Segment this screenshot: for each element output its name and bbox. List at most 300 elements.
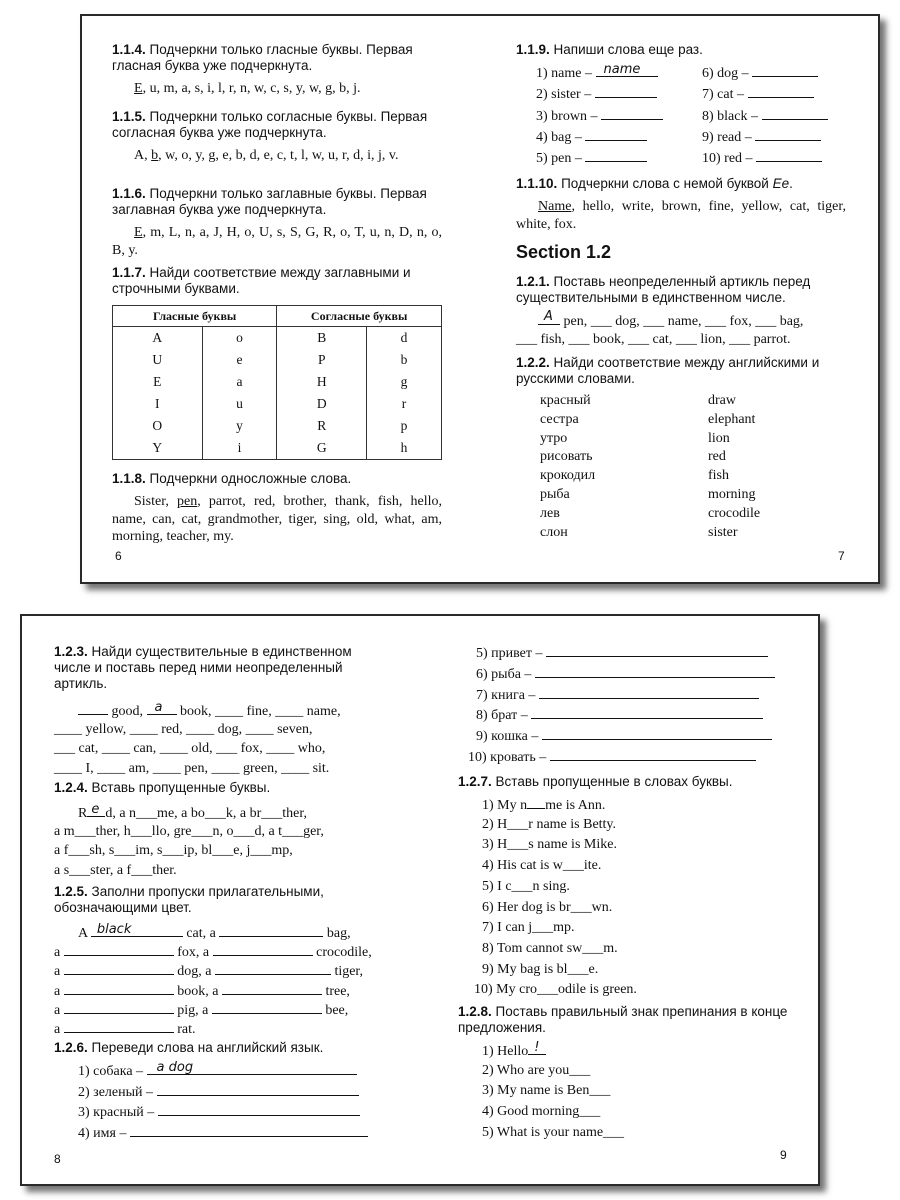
exercise-line <box>78 804 307 822</box>
text: My bag is bl___e. <box>497 961 599 977</box>
answer-line <box>539 686 759 699</box>
item-number: 2) <box>536 87 548 103</box>
list-item <box>482 1104 600 1120</box>
exercise-number: 1.1.5. <box>112 109 146 124</box>
answer-line <box>78 702 108 715</box>
list-item <box>536 128 647 146</box>
exercise-line <box>54 741 325 757</box>
text: a <box>54 1002 61 1018</box>
table-cell: o <box>202 327 277 350</box>
text: tree, <box>325 983 350 999</box>
item-number: 2) <box>78 1084 90 1100</box>
table-row <box>113 371 442 393</box>
item-word: sister – <box>551 87 592 103</box>
list-item <box>482 879 570 895</box>
table-cell: b <box>367 349 442 371</box>
list-item <box>474 982 637 998</box>
list-item <box>476 706 763 724</box>
item-number: 8) <box>702 108 714 124</box>
exercise-1-2-1: 1.2.1. Поставь неопределенный артикль перед существительными в единственном числе. A pen, ___ dog, ___ name, ___ fox, ___ bag, ___ fish, ___ book, ___ cat, ___ lion, ___ parrot. <box>516 274 846 357</box>
list-item <box>476 727 772 745</box>
exercise-instruction: Поставь неопределенный артикль перед существительными в единственном числе. <box>516 274 811 305</box>
answer-line <box>596 64 658 77</box>
text: tiger, <box>334 964 364 980</box>
russian-word: рыба <box>540 486 570 502</box>
text: H___r name is Betty. <box>497 816 617 832</box>
text: My n <box>497 798 528 813</box>
exercise-content <box>54 702 384 790</box>
text: a <box>54 945 61 961</box>
item-word: brown – <box>551 108 598 124</box>
list-item <box>476 686 759 704</box>
item-word: кошка – <box>491 729 539 745</box>
exercise-1-2-3 <box>54 644 384 790</box>
exercise-1-1-6 <box>112 186 442 268</box>
consonants-header: Согласные буквы <box>277 306 442 327</box>
item-word: имя – <box>93 1126 127 1142</box>
answer-line <box>147 1062 357 1075</box>
answer-line <box>601 107 663 120</box>
underlined-letter: b <box>151 148 159 163</box>
answer-line <box>213 943 313 956</box>
item-number: 4) <box>78 1126 90 1142</box>
exercise-line <box>54 824 324 840</box>
text: Good morning___ <box>497 1104 601 1120</box>
answer-line <box>157 1083 359 1096</box>
text: bag, <box>326 926 351 941</box>
exercise-number: 1.2.2. <box>516 355 550 370</box>
exercise-number: 1.1.4. <box>112 42 146 57</box>
exercise-number: 1.2.7. <box>458 774 492 789</box>
item-word: cat – <box>717 87 744 103</box>
underlined-letter: E <box>134 81 143 96</box>
page-number: 9 <box>780 1148 787 1162</box>
item-number: 7) <box>702 87 714 103</box>
page-spread-8-9 <box>20 614 820 1186</box>
table-cell: u <box>202 393 277 415</box>
item-word: dog – <box>717 66 749 81</box>
answer-line <box>595 85 657 98</box>
page-6 <box>112 16 442 582</box>
exercise-number: 1.2.6. <box>54 1040 88 1055</box>
missing-letters-list <box>458 796 788 1006</box>
underlined-letter: E <box>134 225 143 240</box>
table-cell: D <box>277 393 367 415</box>
exercise-number: 1.1.9. <box>516 42 550 57</box>
list-item <box>482 1042 546 1060</box>
exercise-number: 1.1.10. <box>516 176 558 191</box>
item-word: брат – <box>491 708 528 724</box>
text: My cro___odile is green. <box>496 982 637 998</box>
exercise-line <box>54 962 363 980</box>
table-cell: e <box>202 349 277 371</box>
text: a s___ster, a f___ther. <box>54 862 177 878</box>
answer-line <box>64 982 174 995</box>
list-item <box>702 149 822 167</box>
list-item <box>482 900 612 916</box>
item-word: read – <box>717 129 752 145</box>
answer-line <box>158 1103 360 1116</box>
list-item <box>482 1063 590 1079</box>
text: A <box>78 926 88 941</box>
punctuation-list <box>458 1042 788 1152</box>
exercise-instruction: Напиши слова еще раз. <box>553 42 703 57</box>
table-cell: A <box>113 327 203 350</box>
section-title: Section 1.2 <box>516 242 612 262</box>
exercise-line <box>78 924 351 942</box>
exercise-content: A pen, ___ dog, ___ name, ___ fox, ___ bag, <box>516 312 846 331</box>
table-row <box>113 437 442 460</box>
answer-line <box>542 727 772 740</box>
item-number: 3) <box>536 108 548 124</box>
table-row <box>113 327 442 350</box>
exercise-content: Sister, pen, parrot, red, brother, thank, fish, hello, name, can, cat, grandmother, tiger, sing, old, what, am, morning, teacher, my. <box>112 494 442 544</box>
exercise-instruction: Переведи слова на английский язык. <box>91 1040 324 1055</box>
table-cell: p <box>367 415 442 437</box>
table-row <box>113 393 442 415</box>
list-item <box>536 149 647 167</box>
english-word: draw <box>708 393 736 408</box>
text: fox, a <box>177 945 210 961</box>
page-number: 8 <box>54 1152 61 1166</box>
english-word: morning <box>708 486 756 502</box>
list-item <box>702 107 828 125</box>
page-spread-6-7 <box>80 14 880 584</box>
answer-line <box>535 665 775 678</box>
handwritten-answer: name <box>603 62 641 77</box>
english-word: lion <box>708 430 730 446</box>
page-number: 6 <box>115 549 122 563</box>
exercise-instruction: Найди соответствие между английскими и русскими словами. <box>516 355 820 386</box>
list-item <box>482 962 598 978</box>
item-number: 2) <box>482 1062 494 1078</box>
english-word: red <box>708 449 726 465</box>
exercise-instruction: Подчеркни только заглавные буквы. Первая заглавная буква уже подчеркнута. <box>112 186 427 217</box>
table-cell: g <box>367 371 442 393</box>
list-item <box>482 837 617 853</box>
text: a <box>54 964 61 980</box>
list-item <box>702 85 814 103</box>
exercise-instruction: Вставь пропущенные буквы. <box>91 780 271 795</box>
text: R <box>78 806 88 821</box>
exercise-instruction: Найди существительные в единственном числе и поставь перед ними неопределенный артикль. <box>54 644 352 691</box>
exercise-line <box>54 722 312 738</box>
item-number: 7) <box>482 920 494 936</box>
exercise-number: 1.2.1. <box>516 274 550 289</box>
list-item <box>78 1083 359 1101</box>
answer-line <box>64 943 174 956</box>
list-item <box>536 107 663 125</box>
handwritten-answer: a dog <box>156 1060 194 1075</box>
answer-line <box>64 1001 174 1014</box>
exercise-line <box>54 982 350 1000</box>
text: dog, a <box>177 964 212 980</box>
handwritten-answer: A <box>544 308 553 324</box>
answer-line <box>756 149 822 162</box>
exercise-content: E, u, m, a, s, i, l, r, n, w, c, s, y, w, g, b, j. <box>134 81 361 96</box>
russian-word: сестра <box>540 411 579 427</box>
item-number: 3) <box>78 1105 90 1121</box>
item-number: 6) <box>476 666 488 682</box>
item-number: 9) <box>482 961 494 977</box>
exercise-line <box>54 843 293 859</box>
exercise-1-1-4 <box>112 42 442 107</box>
russian-word: утро <box>540 430 568 446</box>
list-item <box>482 1083 610 1099</box>
answer-line <box>222 982 322 995</box>
answer-line <box>527 796 545 809</box>
text: cat, a <box>186 926 216 941</box>
english-word: sister <box>708 524 738 540</box>
item-word: красный – <box>93 1105 155 1121</box>
item-number: 1) <box>78 1064 90 1079</box>
page-8 <box>54 616 384 1184</box>
list-item <box>482 1125 624 1141</box>
exercise-content: Name, hello, write, brown, fine, yellow, cat, tiger, white, fox. <box>516 199 846 232</box>
text: good, <box>111 704 143 719</box>
exercise-line <box>54 943 372 961</box>
list-item <box>536 85 657 103</box>
exercise-1-1-8 <box>112 471 442 555</box>
table-row <box>113 415 442 437</box>
answer-line <box>546 644 768 657</box>
table-cell: h <box>367 437 442 460</box>
answer-line <box>215 962 331 975</box>
exercise-number: 1.1.6. <box>112 186 146 201</box>
text: a f___sh, s___im, s___ip, bl___e, j___mp, <box>54 843 293 858</box>
table-row <box>113 349 442 371</box>
exercise-line <box>54 1001 348 1019</box>
list-item <box>482 817 616 833</box>
text: book, ____ fine, ____ name, <box>180 704 341 719</box>
item-number: 5) <box>482 1124 494 1140</box>
list-item <box>702 128 821 146</box>
text: His cat is w___ite. <box>497 858 602 874</box>
text: ___ cat, ____ can, ____ old, ___ fox, ____ who, <box>54 741 326 756</box>
answer-line <box>531 706 763 719</box>
table-cell: I <box>113 393 203 415</box>
exercise-1-1-9 <box>516 42 846 172</box>
exercise-number: 1.1.7. <box>112 265 146 280</box>
table-cell: d <box>367 327 442 350</box>
list-item <box>482 796 605 814</box>
text: Her dog is br___wn. <box>497 899 613 915</box>
english-word: elephant <box>708 411 756 427</box>
text: My name is Ben___ <box>497 1083 611 1099</box>
item-number: 10) <box>474 982 493 998</box>
exercise-line <box>54 863 177 879</box>
text: book, a <box>177 983 219 999</box>
exercise-1-2-5 <box>54 884 384 1040</box>
rewrite-words-list <box>516 64 846 172</box>
exercise-line <box>78 702 341 720</box>
english-words-list <box>708 392 760 542</box>
answer-line <box>64 962 174 975</box>
russian-word: крокодил <box>540 468 596 484</box>
item-word: книга – <box>491 687 536 703</box>
item-word: рыба – <box>491 666 532 682</box>
answer-line <box>130 1124 368 1137</box>
exercise-instruction: Найди соответствие между заглавными и строчными буквами. <box>112 265 411 296</box>
vowels-header: Гласные буквы <box>113 306 277 327</box>
exercise-instruction: Подчеркни только гласные буквы. Первая гласная буква уже подчеркнута. <box>112 42 413 73</box>
exercise-1-1-5 <box>112 109 442 174</box>
item-number: 8) <box>476 708 488 724</box>
english-word: crocodile <box>708 505 761 521</box>
item-number: 3) <box>482 837 494 853</box>
exercise-line <box>54 1020 195 1038</box>
answer-line <box>762 107 828 120</box>
table-cell: a <box>202 371 277 393</box>
russian-word: лев <box>540 505 560 521</box>
text: ____ I, ____ am, ____ pen, ____ green, ____ sit. <box>54 760 330 776</box>
item-number: 5) <box>476 646 488 661</box>
table-cell: P <box>277 349 367 371</box>
english-word: fish <box>708 468 729 484</box>
list-item <box>536 64 658 82</box>
list-item <box>78 1103 360 1121</box>
russian-words-list <box>540 392 595 542</box>
text: I c___n sing. <box>497 878 570 894</box>
text: bee, <box>325 1002 349 1018</box>
exercise-content <box>54 924 384 1040</box>
exercise-instruction: Подчеркни односложные слова. <box>149 471 352 486</box>
text: What is your name___ <box>496 1124 625 1140</box>
item-number: 4) <box>482 858 494 874</box>
list-item <box>476 644 768 662</box>
table-cell: U <box>113 349 203 371</box>
answer-line <box>752 64 818 77</box>
table-cell: r <box>367 393 442 415</box>
answer-line <box>585 149 647 162</box>
exercise-instruction: Заполни пропуски прилагательными, обозначающими цвет. <box>54 884 324 915</box>
answer-line <box>212 1001 322 1014</box>
item-number: 1) <box>536 66 548 81</box>
answer-line <box>87 804 105 817</box>
table-cell: y <box>202 415 277 437</box>
text: Tom cannot sw___m. <box>496 940 618 956</box>
text: me is Ann. <box>545 798 606 813</box>
russian-word: красный <box>540 393 591 408</box>
item-number: 10) <box>702 151 721 167</box>
list-item <box>468 748 756 766</box>
list-item <box>482 858 601 874</box>
list-item <box>476 665 775 683</box>
page-number: 7 <box>838 549 845 563</box>
item-word: black – <box>717 108 758 124</box>
item-word: name – <box>551 66 592 81</box>
text: ____ yellow, ____ red, ____ dog, ____ seven, <box>54 721 313 737</box>
table-cell: i <box>202 437 277 460</box>
text: Hello <box>497 1044 529 1059</box>
table-cell: H <box>277 371 367 393</box>
answer-line <box>91 924 183 937</box>
exercise-instruction: Подчеркни только согласные буквы. Первая согласная буква уже подчеркнута. <box>112 109 428 140</box>
text: crocodile, <box>316 945 372 961</box>
text: H___s name is Mike. <box>497 837 617 853</box>
handwritten-answer: black <box>96 922 132 937</box>
list-item <box>78 1124 368 1142</box>
exercise-1-2-8 <box>458 1004 788 1152</box>
text: rat. <box>177 1022 196 1037</box>
page-7 <box>516 16 846 582</box>
item-number: 7) <box>476 687 488 703</box>
item-number: 5) <box>482 878 494 894</box>
exercise-instruction: Вставь пропущенные в словах буквы. <box>495 774 733 789</box>
exercise-content: E, m, L, n, a, J, H, o, U, s, S, G, R, o, T, u, n, D, n, o, B, y. <box>112 225 442 258</box>
item-number: 10) <box>468 750 487 765</box>
exercise-number: 1.2.3. <box>54 644 88 659</box>
item-word: pen – <box>551 151 582 167</box>
exercise-instruction: Поставь правильный знак препинания в конце предложения. <box>458 1004 788 1035</box>
answer-line <box>755 128 821 141</box>
exercise-content <box>54 804 384 884</box>
exercise-instruction: Подчеркни слова с немой буквой <box>561 176 769 191</box>
answer-line <box>550 748 756 761</box>
item-word: кровать – <box>490 750 547 765</box>
exercise-1-1-7 <box>112 265 442 460</box>
item-word: привет – <box>491 646 543 661</box>
exercise-number: 1.1.8. <box>112 471 146 486</box>
text: Who are you___ <box>496 1062 591 1078</box>
letters-table <box>112 305 442 460</box>
exercise-content: A, b, w, o, y, g, e, b, d, e, c, t, l, w, u, r, d, i, j, v. <box>134 148 399 163</box>
table-cell: R <box>277 415 367 437</box>
exercise-1-2-6 <box>54 1040 384 1148</box>
exercise-number: 1.2.8. <box>458 1004 492 1019</box>
list-item <box>78 1062 357 1080</box>
item-number: 6) <box>482 899 494 915</box>
answer-line <box>147 702 177 715</box>
item-word: bag – <box>551 129 582 145</box>
item-number: 9) <box>702 129 714 145</box>
item-word: зеленый – <box>93 1084 154 1100</box>
list-item <box>482 920 575 936</box>
text: I can j___mp. <box>497 920 575 936</box>
table-cell: E <box>113 371 203 393</box>
handwritten-answer: a <box>154 700 163 715</box>
exercise-1-2-4 <box>54 780 384 884</box>
table-cell: O <box>113 415 203 437</box>
handwritten-answer: ! <box>534 1040 540 1055</box>
translate-words-list-continued <box>458 644 788 770</box>
list-item <box>482 941 618 957</box>
item-number: 4) <box>536 129 548 145</box>
item-number: 3) <box>482 1083 494 1099</box>
item-number: 4) <box>482 1104 494 1120</box>
answer-line <box>585 128 647 141</box>
handwritten-answer: e <box>91 802 100 817</box>
item-number: 9) <box>476 729 488 745</box>
item-number: 5) <box>536 151 548 167</box>
answer-line <box>219 924 323 937</box>
table-cell: G <box>277 437 367 460</box>
text: a m___ther, h___llo, gre___n, o___d, a t___ger, <box>54 823 324 839</box>
russian-word: слон <box>540 524 568 540</box>
exercise-1-2-2 <box>516 355 846 393</box>
item-number: 2) <box>482 816 494 832</box>
translate-words-list <box>54 1062 384 1148</box>
item-number: 6) <box>702 66 714 81</box>
text: pig, a <box>177 1002 209 1018</box>
underlined-word: pen <box>177 494 198 509</box>
exercise-line <box>54 761 329 777</box>
answer-line <box>748 85 814 98</box>
exercise-number: 1.2.5. <box>54 884 88 899</box>
page-9 <box>458 616 788 1184</box>
table-cell: B <box>277 327 367 350</box>
answer-line <box>64 1020 174 1033</box>
